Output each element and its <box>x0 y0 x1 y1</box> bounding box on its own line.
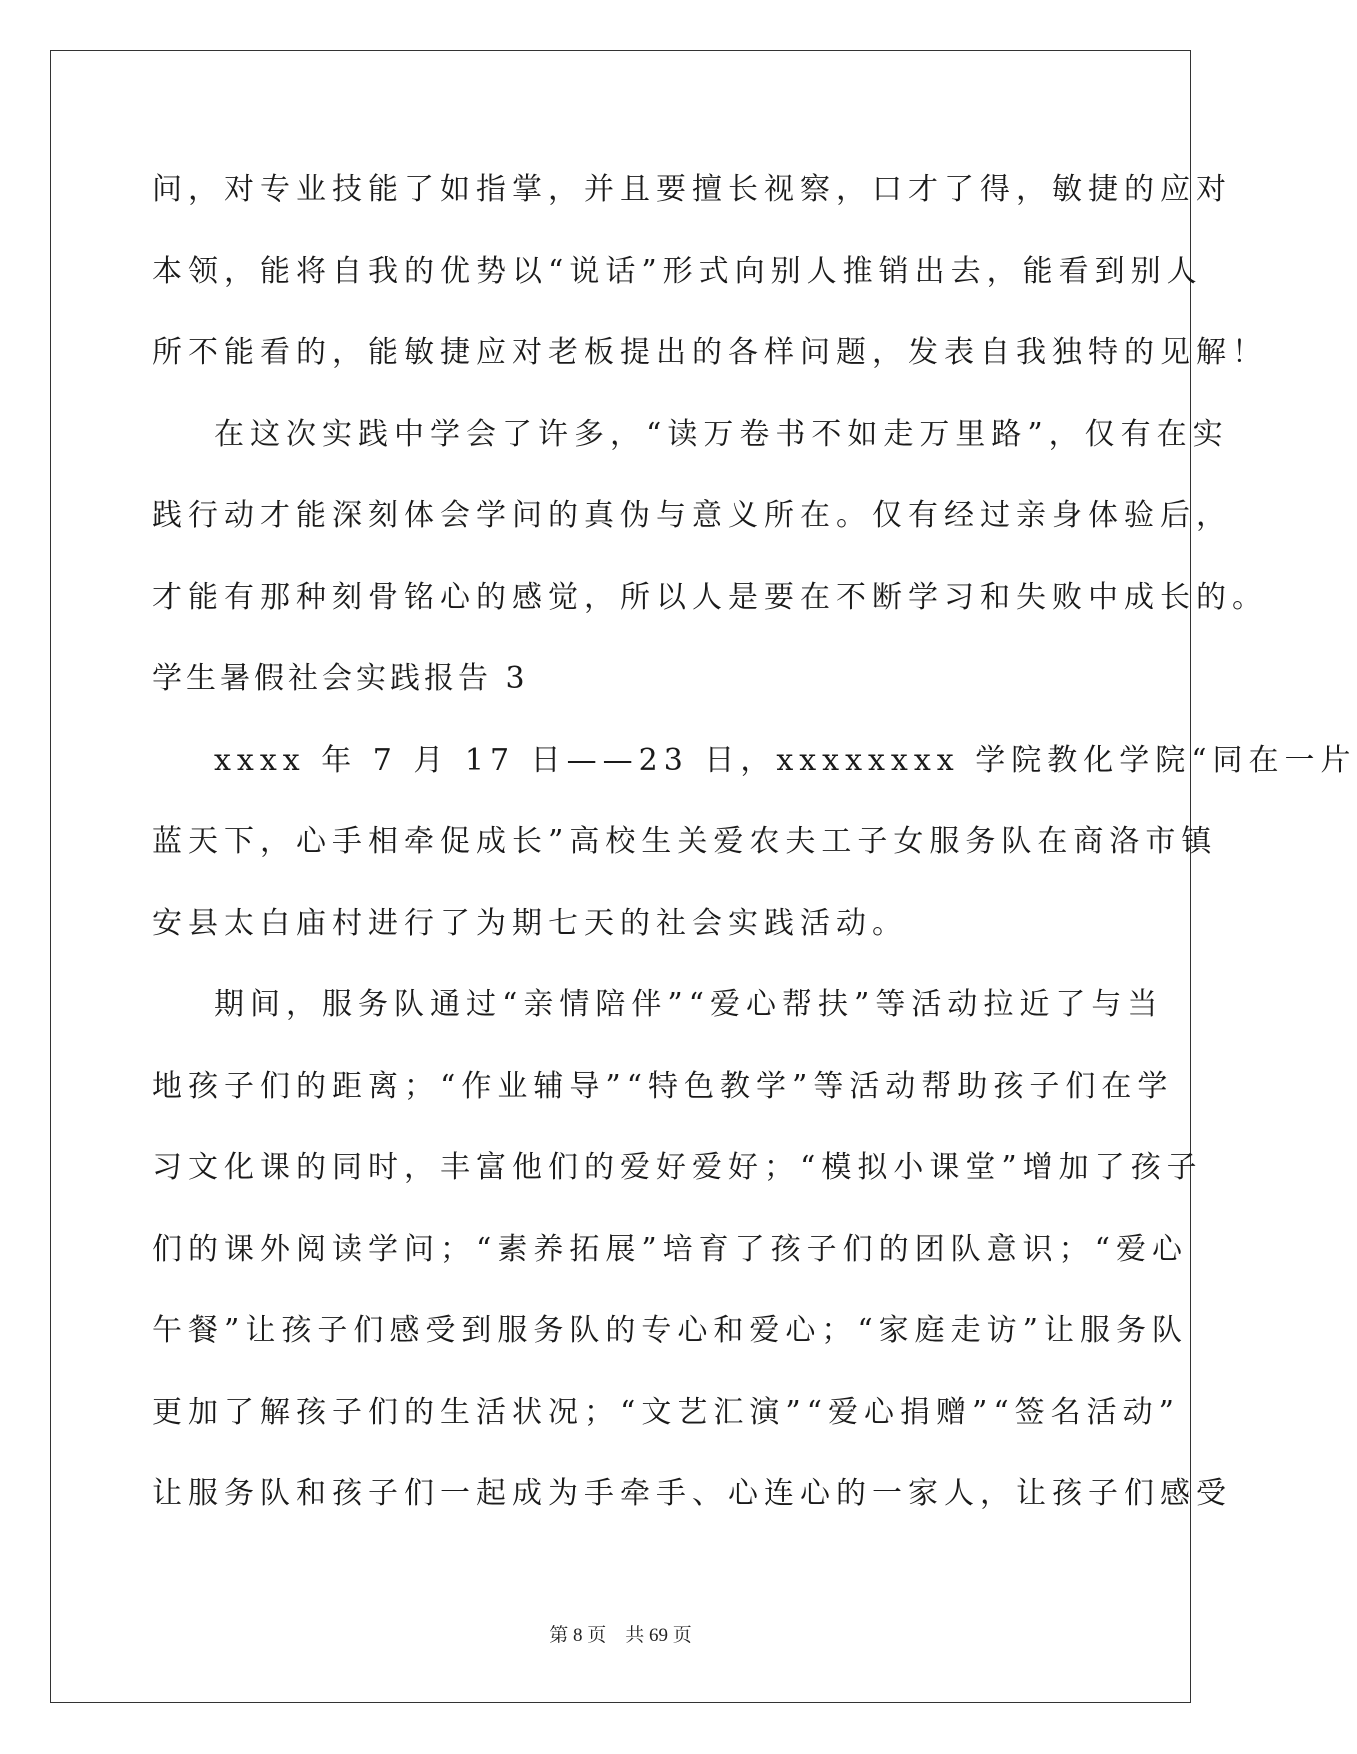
page-total: 共 69 页 <box>625 1625 692 1646</box>
text-line: 习文化课的同时，丰富他们的爱好爱好；“模拟小课堂”增加了孩子 <box>152 1150 1203 1185</box>
text-line: 所不能看的，能敏捷应对老板提出的各样问题，发表自我独特的见解！ <box>152 335 1268 370</box>
page-number: 第 8 页 <box>549 1625 607 1646</box>
text-line: 才能有那种刻骨铭心的感觉，所以人是要在不断学习和失败中成长的。 <box>152 579 1268 615</box>
paragraph-start: 期间，服务队通过“亲情陪伴”“爱心帮扶”等活动拉近了与当 <box>214 987 1164 1022</box>
page-footer <box>0 1620 1241 1647</box>
text-line: 本领，能将自我的优势以“说话”形式向别人推销出去，能看到别人 <box>152 253 1203 289</box>
text-line: 安县太白庙村进行了为期七天的社会实践活动。 <box>152 905 908 941</box>
paragraph-start: 在这次实践中学会了许多，“读万卷书不如走万里路”，仅有在实 <box>214 416 1229 452</box>
paragraph-start: xxxx 年 7 月 17 日——23 日，xxxxxxxx 学院教化学院“同在一片 <box>214 742 1357 778</box>
section-heading: 学生暑假社会实践报告 3 <box>152 661 529 696</box>
text-line: 践行动才能深刻体会学问的真伪与意义所在。仅有经过亲身体验后， <box>152 498 1232 533</box>
text-line: 更加了解孩子们的生活状况；“文艺汇演”“爱心捐赠”“签名活动” <box>152 1394 1181 1430</box>
text-line: 蓝天下，心手相牵促成长”高校生关爱农夫工子女服务队在商洛市镇 <box>152 824 1218 859</box>
text-line: 们的课外阅读学问；“素养拓展”培育了孩子们的团队意识；“爱心 <box>152 1231 1189 1267</box>
text-line: 让服务队和孩子们一起成为手牵手、心连心的一家人，让孩子们感受 <box>152 1476 1232 1511</box>
text-line: 地孩子们的距离；“作业辅导”“特色教学”等活动帮助孩子们在学 <box>152 1068 1174 1104</box>
document-body <box>152 158 1357 1544</box>
text-line: 午餐”让孩子们感受到服务队的专心和爱心；“家庭走访”让服务队 <box>152 1313 1189 1348</box>
text-line: 问，对专业技能了如指掌，并且要擅长视察，口才了得，敏捷的应对 <box>152 172 1232 207</box>
